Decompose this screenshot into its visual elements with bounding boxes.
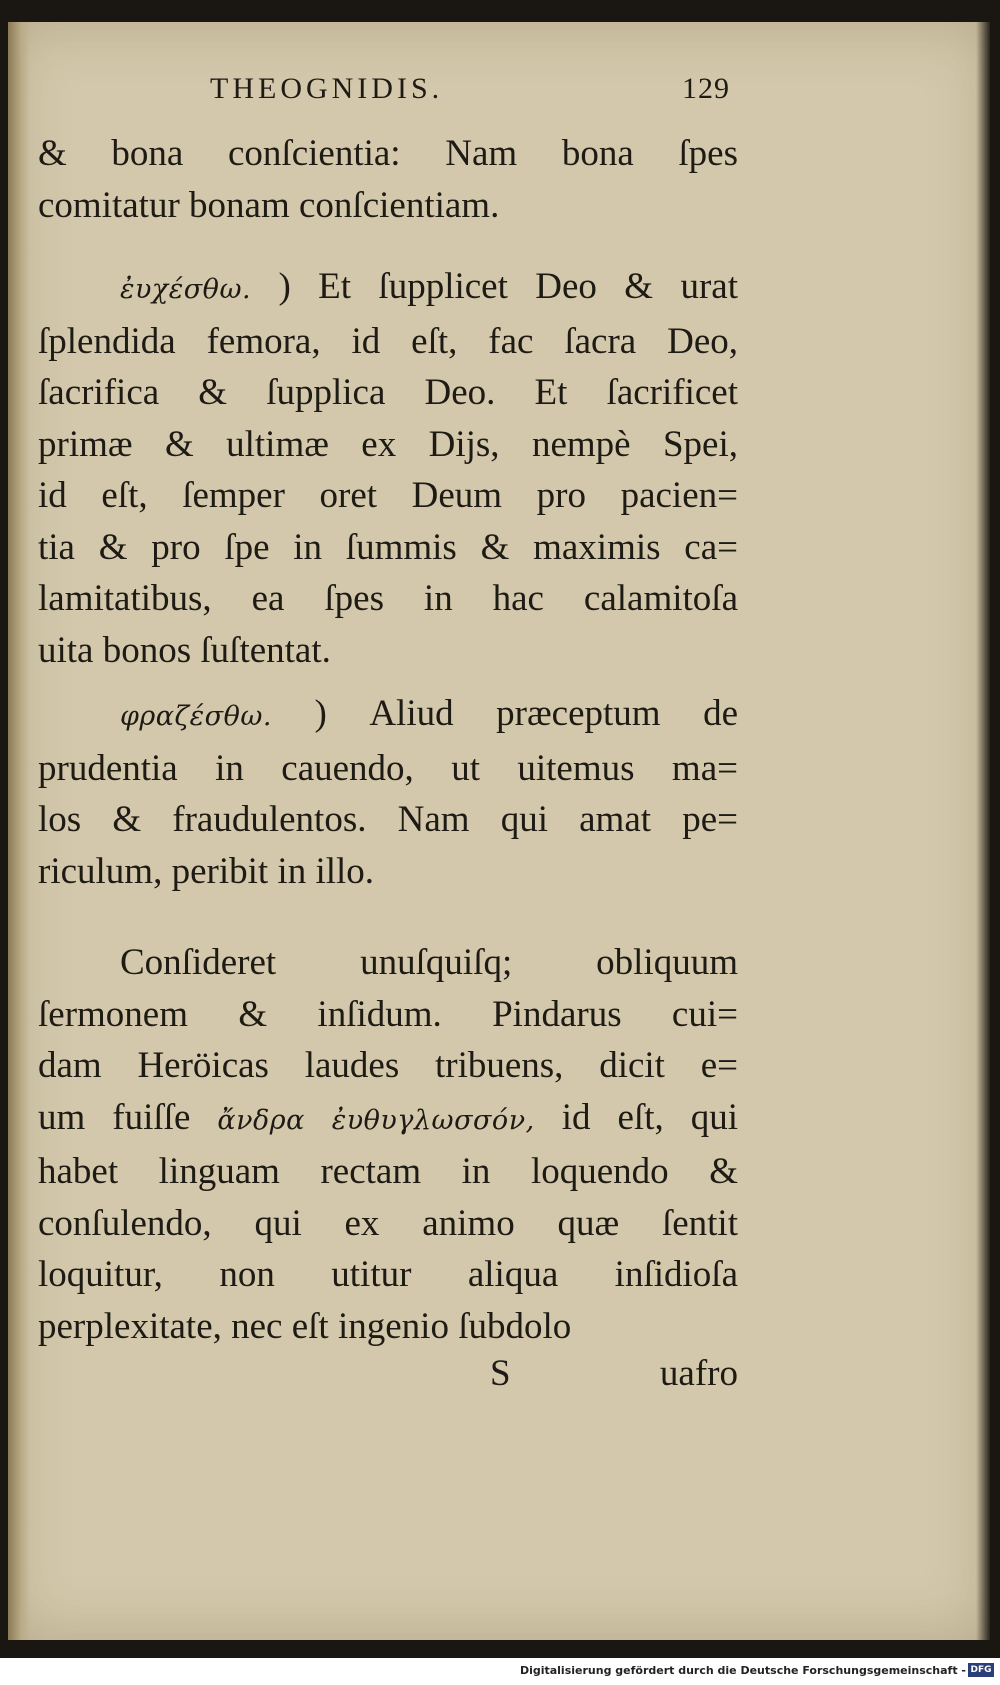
catchword: uafro bbox=[659, 1353, 738, 1394]
digitization-footer bbox=[0, 1660, 1000, 1685]
page-gutter-shadow bbox=[8, 22, 30, 1640]
paragraph-2 bbox=[38, 261, 738, 676]
text-line bbox=[38, 688, 738, 743]
paragraph-4 bbox=[38, 937, 738, 1352]
text-line: prudentia in cauendo, ut uitemus ma= bbox=[38, 747, 738, 789]
signature-mark: S bbox=[490, 1353, 511, 1394]
text-line bbox=[38, 1092, 738, 1147]
dfg-logo: DFG bbox=[968, 1663, 994, 1677]
text-line: id eſt, ſemper oret Deum pro pacien= bbox=[38, 475, 738, 516]
text-line: ſacrifica & ſupplica Deo. Et ſacrificet bbox=[38, 372, 738, 413]
signature-line bbox=[38, 1352, 738, 1404]
text-line: riculum, peribit in illo. bbox=[38, 850, 375, 892]
funding-credit: Digitalisierung gefördert durch die Deutsche Forschungsgemeinschaft - bbox=[519, 1664, 966, 1677]
text-run: um fuiſſe bbox=[38, 1096, 191, 1138]
paragraph-3 bbox=[38, 688, 738, 897]
text-line: ſplendida femora, id eſt, fac ſacra Deo, bbox=[38, 320, 738, 362]
text-line: & bona conſcientia: Nam bona ſpes bbox=[38, 133, 738, 174]
text-line bbox=[38, 261, 738, 316]
text-line: dam Heröicas laudes tribuens, dicit e= bbox=[38, 1045, 738, 1086]
page-edge-shadow bbox=[976, 22, 990, 1640]
text-line: habet linguam rectam in loquendo & bbox=[38, 1151, 738, 1192]
page-header bbox=[210, 72, 730, 122]
text-line: Conſideret unuſquiſq; obliquum bbox=[120, 942, 738, 983]
page-number: 129 bbox=[682, 72, 730, 105]
running-title: THEOGNIDIS. bbox=[210, 72, 444, 105]
greek-quotation: ἄνδρα ἐυθυγλωσσόν, bbox=[217, 1104, 535, 1136]
text-line: comitatur bonam conſcientiam. bbox=[38, 184, 500, 226]
greek-lemma: ἐυχέσθω. bbox=[120, 274, 252, 305]
text-line: perplexitate, nec eſt ingenio ſubdolo bbox=[38, 1305, 572, 1347]
body-text bbox=[38, 128, 738, 1352]
text-run: id eſt, qui bbox=[561, 1096, 739, 1138]
text-line: lamitatibus, ea ſpes in hac calamitoſa bbox=[38, 578, 738, 619]
text-line: los & fraudulentos. Nam qui amat pe= bbox=[38, 799, 738, 840]
text-run: ) Aliud præceptum de bbox=[314, 693, 739, 734]
greek-lemma: φραζέσθω. bbox=[120, 701, 272, 732]
text-line: uita bonos ſuſtentat. bbox=[38, 629, 331, 671]
text-run: ) Et ſupplicet Deo & urat bbox=[278, 266, 738, 307]
text-line: ſermonem & inſidum. Pindarus cui= bbox=[38, 993, 738, 1035]
text-line: tia & pro ſpe in ſummis & maximis ca= bbox=[38, 526, 738, 568]
paragraph-1 bbox=[38, 128, 738, 231]
text-line: loquitur, non utitur aliqua inſidioſa bbox=[38, 1254, 738, 1295]
text-line: primæ & ultimæ ex Dijs, nempè Spei, bbox=[38, 423, 738, 465]
text-line: conſulendo, qui ex animo quæ ſentit bbox=[38, 1202, 738, 1244]
